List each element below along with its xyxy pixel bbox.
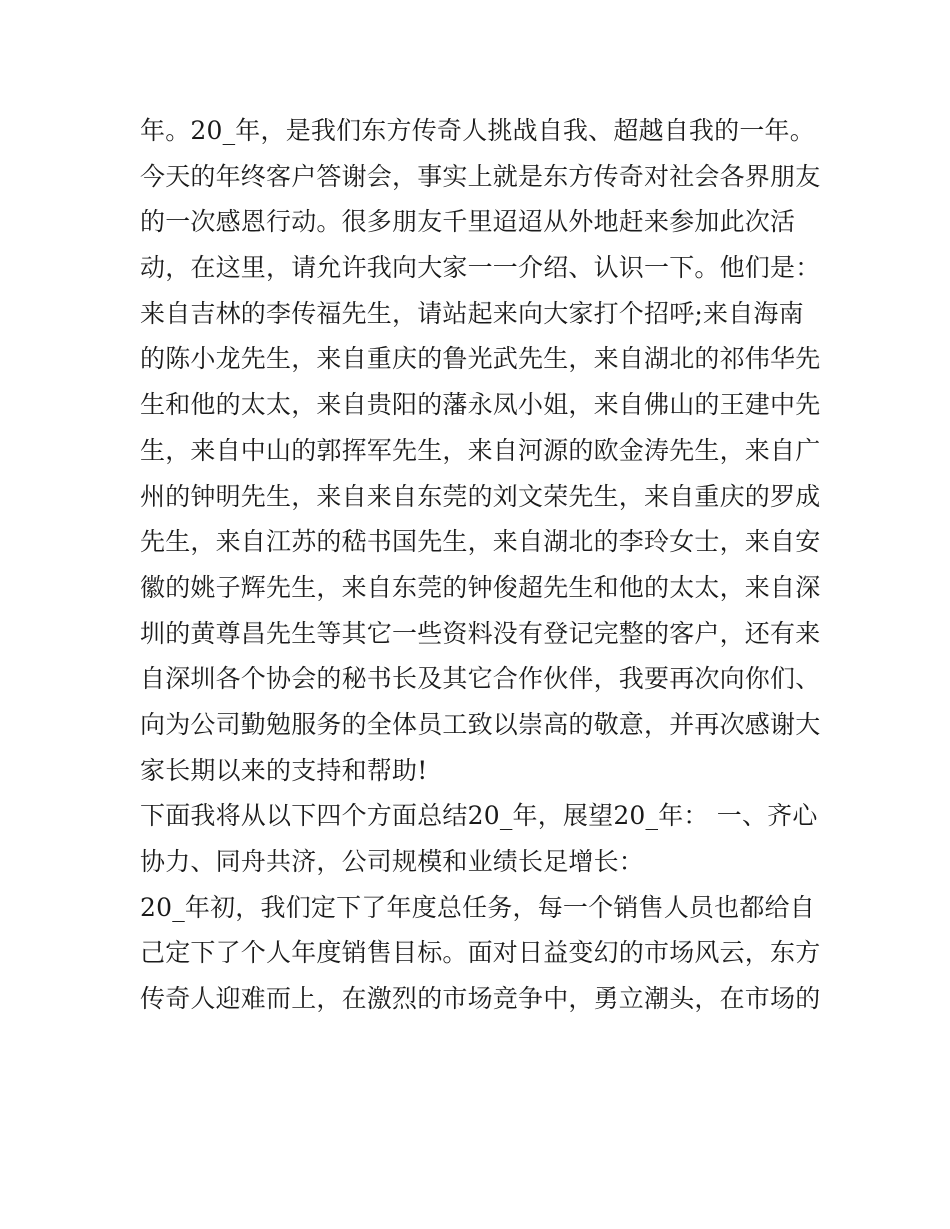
text-line: 家长期以来的支持和帮助!	[140, 755, 428, 785]
text-line: 传奇人迎难而上，在激烈的市场竞争中，勇立潮头，在市场的	[140, 984, 821, 1014]
text-line: 圳的黄尊昌先生等其它一些资料没有登记完整的客户，还有来	[140, 618, 821, 648]
text-line: 己定下了个人年度销售目标。面对日益变幻的市场风云，东方	[140, 938, 821, 968]
text-line: 生和他的太太，来自贵阳的藩永凤小姐，来自佛山的王建中先	[140, 390, 821, 420]
text-line: 动，在这里，请允许我向大家一一介绍、认识一下。他们是：	[140, 253, 821, 283]
text-line: 州的钟明先生，来自来自东莞的刘文荣先生，来自重庆的罗成	[140, 481, 821, 511]
text-line: 20_年初，我们定下了年度总任务，每一个销售人员也都给自	[140, 892, 815, 922]
text-line: 年。20_年，是我们东方传奇人挑战自我、超越自我的一年。	[140, 116, 815, 145]
text-line: 来自吉林的李传福先生，请站起来向大家打个招呼;来自海南	[140, 298, 804, 328]
text-line: 向为公司勤勉服务的全体员工致以崇高的敬意，并再次感谢大	[140, 709, 821, 739]
text-line: 先生，来自江苏的嵇书国先生，来自湖北的李玲女士，来自安	[140, 527, 821, 557]
text-line: 自深圳各个协会的秘书长及其它合作伙伴，我要再次向你们、	[140, 664, 821, 694]
text-line: 下面我将从以下四个方面总结20_年，展望20_年： 一、齐心	[140, 801, 818, 831]
text-line: 生，来自中山的郭挥军先生，来自河源的欧金涛先生，来自广	[140, 435, 821, 465]
text-line: 今天的年终客户答谢会，事实上就是东方传奇对社会各界朋友	[140, 161, 821, 191]
body-text	[140, 108, 830, 1022]
text-line: 协力、同舟共济，公司规模和业绩长足增长：	[140, 847, 645, 876]
text-line: 的一次感恩行动。很多朋友千里迢迢从外地赶来参加此次活	[140, 207, 796, 237]
text-line: 的陈小龙先生，来自重庆的鲁光武先生，来自湖北的祁伟华先	[140, 344, 821, 374]
text-line: 徽的姚子辉先生，来自东莞的钟俊超先生和他的太太，来自深	[140, 572, 821, 602]
